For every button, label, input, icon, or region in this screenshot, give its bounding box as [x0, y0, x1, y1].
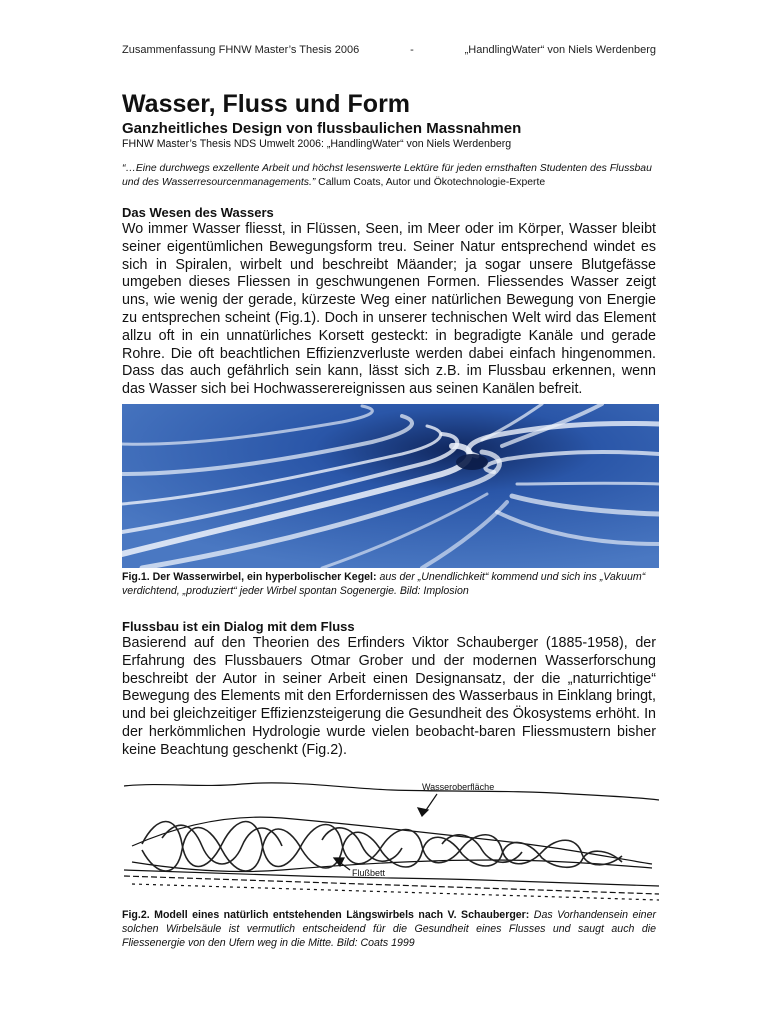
header-right: „HandlingWater“ von Niels Werdenberg [464, 44, 656, 56]
section-body-wesen: Wo immer Wasser fliesst, in Flüssen, Seen, im Meer oder im Körper, Wasser bleibt seiner eigentümlichen Bewegungsform treu. Seiner Natur entsprechend windet es sich in Spiralen, wirbelt und beschreibt Mäander; ja sogar unsere Blutgefässe umgeben dieses Fliessen in geschwungenen Formen. Fliessendes Wasser zeigt uns, wie wenig der gerade, kürzeste Weg einer natürlichen Bewegung von Energie zu entsprechen scheint (Fig.1). Doch in unserer technischen Welt wird das Element allzu oft in ein unnatürliches Korsett gesteckt: in begradigte Kanäle und gerade Rohre. Die oft beachtlichen Effizienzverluste werden dabei einfach hingenommen. Dass das auch gefährlich sein kann, lässt sich z.B. im Flussbau erkennen, wenn das Wasser sich bei Hochwasserereignissen aus seinen Kanälen befreit. [122, 221, 656, 398]
figure-1-caption [122, 570, 656, 598]
figure-2-text: Das Vorhandensein einer solchen Wirbelsäule ist vermutlich entscheidend für die Gesundheit eines Flusses und saugt auch die Fliessenergie von den Ufern weg in die Mitte. Bild: Coats 1999 [122, 908, 656, 949]
quote-text: “…Eine durchwegs exzellente Arbeit und höchst lesenswerte Lektüre für jeden ernsthaften Studenten des Flussbau und des Wasserresourcenmanagements.” [122, 163, 652, 188]
water-vortex-image [122, 404, 659, 568]
longitudinal-vortex-drawing [122, 774, 659, 906]
figure-2-label: Fig.2. Modell eines natürlich entstehenden Längswirbels nach V. Schauberger: [122, 908, 530, 921]
article-subtitle: Ganzheitliches Design von flussbaulichen Massnahmen [122, 120, 522, 137]
figure-1-text: aus der „Unendlichkeit“ kommend und sich ins „Vakuum“ verdichtend, „produziert“ jeder Wirbel spontan Sogenergie. Bild: Implosion [122, 570, 646, 597]
header-left: Zusammenfassung FHNW Master’s Thesis 2006 [122, 44, 360, 56]
section-heading-wesen: Das Wesen des Wassers [122, 205, 274, 220]
section-body-dialog: Basierend auf den Theorien des Erfinders Viktor Schauberger (1885-1958), der Erfahrung des Flussbauers Otmar Grober und der modernen Wasserforschung beschreibt der Autor in seiner Arbeit einen Designansatz, der die „naturrichtige“ Bewegung des Elements mit den Erfordernissen des Wasserbaus in Einklang bringt, und bei gleichzeitiger Effizienzsteigerung die Gesundheit des Ökosystems erhöht. In der herkömmlichen Hydrologie wurde vielen beobacht-baren Fliessmustern bisher keine Beachtung geschenkt (Fig.2). [122, 634, 656, 758]
riverbed-label: Flußbett [352, 867, 386, 878]
figure-1 [122, 404, 656, 598]
section-heading-dialog: Flussbau ist ein Dialog mit dem Fluss [122, 618, 355, 634]
figure-1-label: Fig.1. Der Wasserwirbel, ein hyperbolischer Kegel: [122, 570, 377, 583]
section-dialog [122, 618, 656, 760]
water-surface-label: Wasseroberfläche [422, 781, 495, 792]
figure-2-caption [122, 908, 656, 950]
figure-2 [122, 774, 656, 950]
review-quote [122, 162, 656, 190]
article-title: Wasser, Fluss und Form [122, 90, 411, 118]
article-content [122, 88, 656, 950]
quote-attribution: Callum Coats, Autor und Ökotechnologie-Experte [315, 177, 546, 188]
running-header [122, 44, 656, 56]
article-meta: FHNW Master’s Thesis NDS Umwelt 2006: „HandlingWater“ von Niels Werdenberg [122, 138, 512, 150]
header-separator: - [410, 44, 414, 56]
